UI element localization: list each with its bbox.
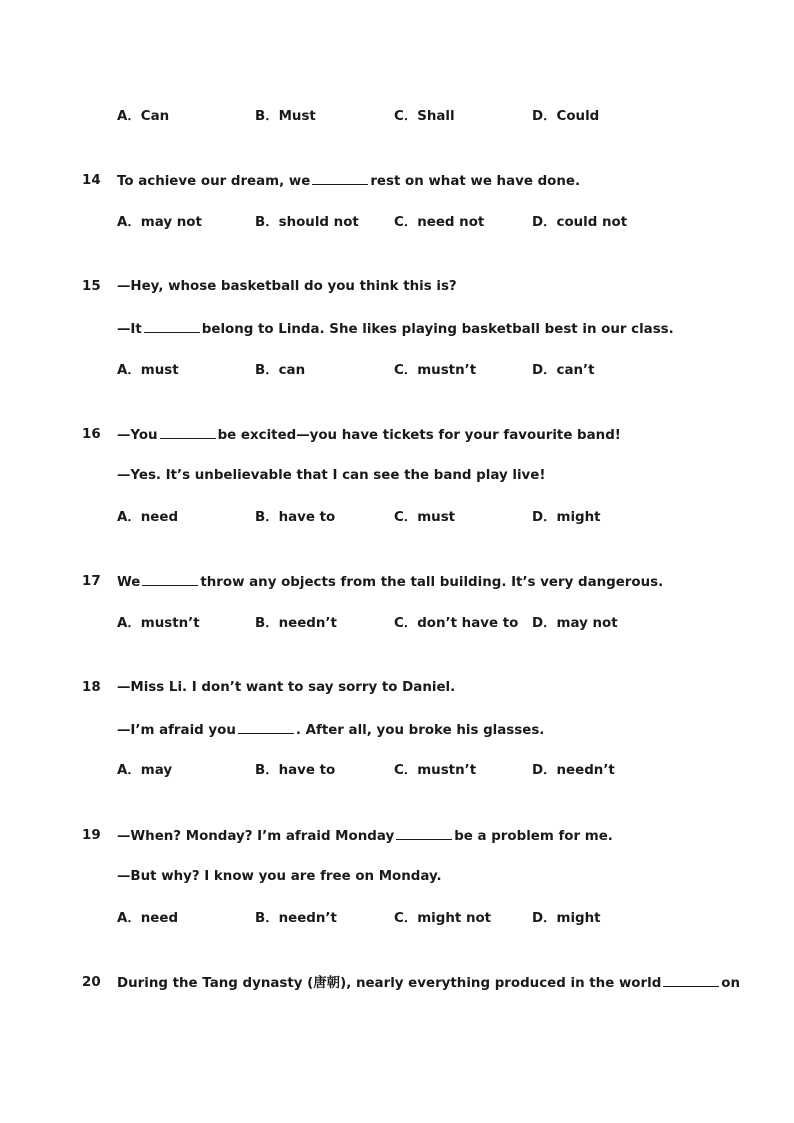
question-number: 17 (82, 574, 101, 589)
option-c: C．mustn’t (394, 363, 477, 378)
option-c: C．need not (394, 215, 485, 230)
stem-text: —I’m afraid you (117, 723, 236, 738)
dialogue-line (117, 826, 613, 846)
option-b: B．should not (255, 215, 359, 230)
dialogue-line: —Miss Li. I don’t want to say sorry to Daniel. (117, 680, 456, 695)
question-stem (117, 171, 580, 191)
dialogue-line (117, 319, 674, 339)
answer-blank (160, 425, 216, 439)
dialogue-line (117, 720, 544, 740)
option-d: D．might (532, 911, 601, 926)
option-b: B．can (255, 363, 306, 378)
question-number: 16 (82, 427, 101, 442)
option-a: A．may (117, 763, 173, 778)
question-number: 14 (82, 173, 101, 188)
stem-text: throw any objects from the tall building. It’s very dangerous. (200, 575, 664, 590)
option-b: B．needn’t (255, 616, 337, 631)
option-d: D．might (532, 510, 601, 525)
option-c: C．must (394, 510, 456, 525)
answer-blank (238, 720, 294, 734)
answer-blank (396, 826, 452, 840)
option-d: D．could not (532, 215, 628, 230)
option-a: A．may not (117, 215, 202, 230)
option-a: A．need (117, 510, 179, 525)
question-stem (117, 572, 663, 592)
option-b: B．have to (255, 763, 336, 778)
option-b: B．Must (255, 109, 316, 124)
stem-text: —When? Monday? I’m afraid Monday (117, 829, 395, 844)
dialogue-line (117, 425, 621, 445)
option-a: A．Can (117, 109, 170, 124)
option-c: C．Shall (394, 109, 455, 124)
answer-blank (142, 572, 198, 586)
question-number: 20 (82, 975, 101, 990)
stem-text: be excited—you have tickets for your favourite band! (217, 428, 621, 443)
stem-text: To achieve our dream, we (117, 174, 311, 189)
stem-text: We (117, 575, 141, 590)
stem-text: During the Tang dynasty (唐朝), nearly everything produced in the world (117, 976, 662, 991)
option-d: D．can’t (532, 363, 595, 378)
dialogue-line: —Hey, whose basketball do you think this is? (117, 279, 457, 294)
stem-text: belong to Linda. She likes playing basketball best in our class. (201, 322, 674, 337)
stem-text: . After all, you broke his glasses. (295, 723, 545, 738)
option-a: A．must (117, 363, 179, 378)
option-b: B．have to (255, 510, 336, 525)
dialogue-line: —But why? I know you are free on Monday. (117, 869, 442, 884)
stem-text: —You (117, 428, 158, 443)
option-d: D．Could (532, 109, 600, 124)
stem-text: on (721, 976, 741, 991)
option-c: C．mustn’t (394, 763, 477, 778)
question-number: 18 (82, 680, 101, 695)
answer-blank (663, 973, 719, 987)
option-a: A．need (117, 911, 179, 926)
option-d: D．needn’t (532, 763, 615, 778)
option-c: C．don’t have to (394, 616, 519, 631)
option-c: C．might not (394, 911, 492, 926)
option-d: D．may not (532, 616, 618, 631)
stem-text: be a problem for me. (454, 829, 613, 844)
stem-text: rest on what we have done. (370, 174, 581, 189)
question-number: 15 (82, 279, 101, 294)
answer-blank (312, 171, 368, 185)
option-a: A．mustn’t (117, 616, 200, 631)
dialogue-line: —Yes. It’s unbelievable that I can see the band play live! (117, 468, 546, 483)
option-b: B．needn’t (255, 911, 337, 926)
stem-text: —It (117, 322, 142, 337)
question-number: 19 (82, 828, 101, 843)
answer-blank (144, 319, 200, 333)
question-stem (117, 973, 740, 993)
